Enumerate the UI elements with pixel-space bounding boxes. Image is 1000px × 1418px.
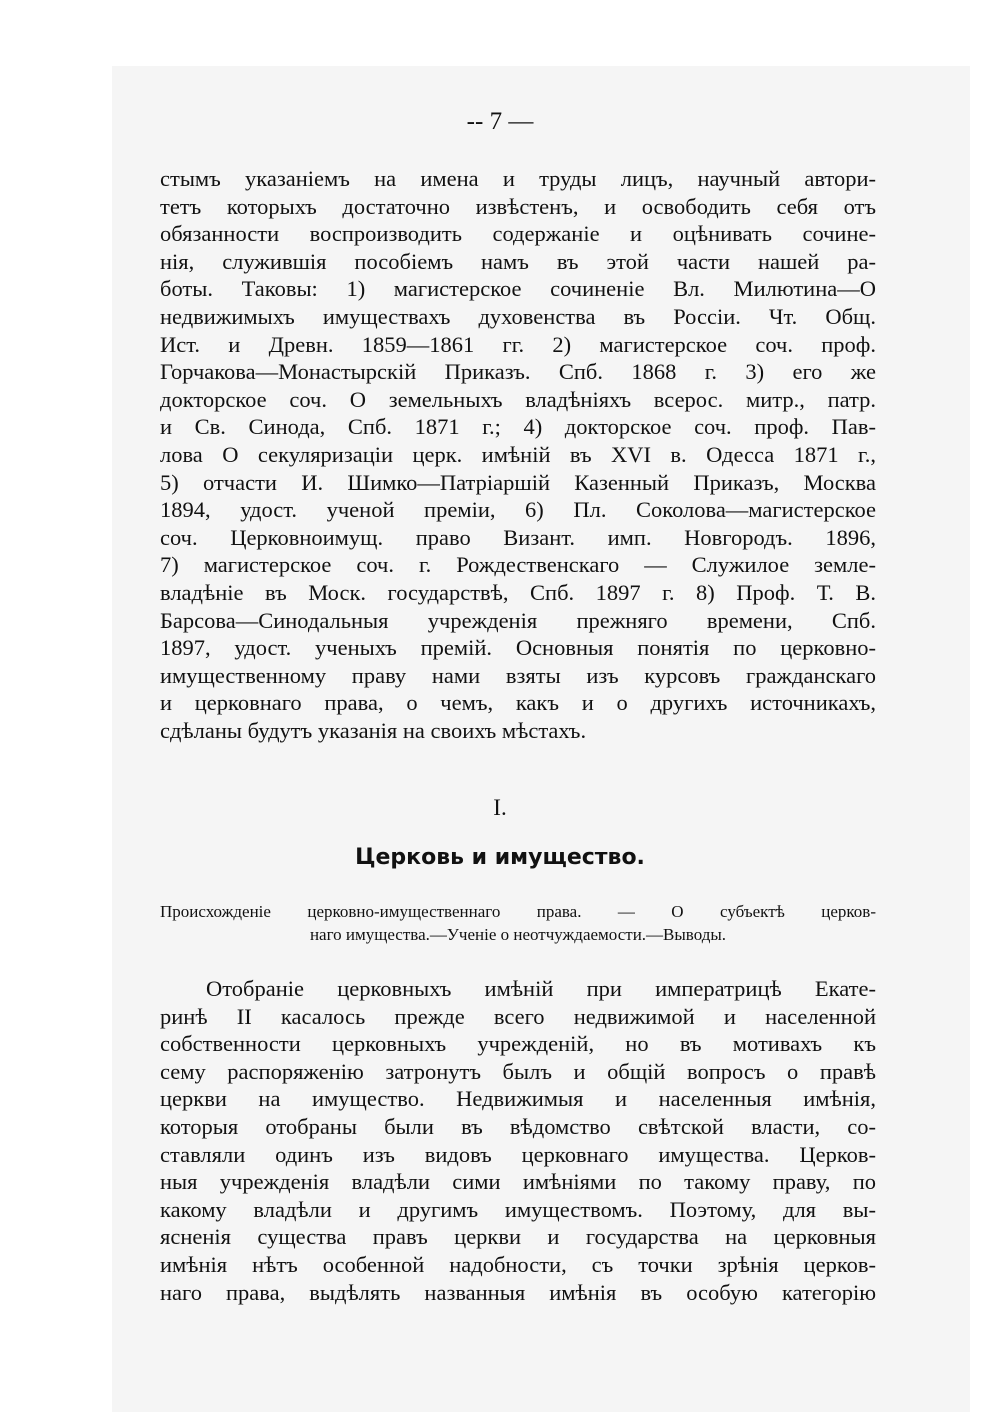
text-line: тетъ которыхъ достаточно извѣстенъ, и освободить себя отъ — [160, 193, 876, 219]
summary-line: Происхожденіе церковно-имущественнаго права. — О субъектѣ церков- — [160, 902, 876, 921]
text-line: ныя учрежденія владѣли сими имѣніями по такому праву, по — [160, 1169, 876, 1195]
text-line: нія, служившія пособіемъ намъ въ этой части нашей ра- — [160, 248, 876, 274]
text-line: ринѣ II касалось прежде всего недвижимой и населенной — [160, 1003, 876, 1029]
text-line: Отобраніе церковныхъ имѣній при императрицѣ Екате- — [206, 976, 876, 1001]
text-line: которыя отобраны были въ вѣдомство свѣтской власти, со- — [160, 1113, 876, 1139]
text-line: и церковнаго права, о чемъ, какъ и о другихъ источникахъ, — [160, 690, 876, 716]
text-line: недвижимыхъ имуществахъ духовенства въ Россіи. Чт. Общ. — [160, 303, 876, 329]
body-paragraph — [160, 975, 876, 1306]
summary-line: наго имущества.—Ученіе о неотчуждаемости.—Выводы. — [309, 925, 727, 944]
text-line: собственности церковныхъ учрежденій, но въ мотивахъ къ — [160, 1031, 876, 1057]
text-line: Ист. и Древн. 1859—1861 гг. 2) магистерское соч. проф. — [160, 331, 876, 357]
chapter-title: Церковь и имущество. — [355, 845, 645, 870]
text-line: докторское соч. О земельныхъ владѣніяхъ всерос. митр., патр. — [160, 386, 876, 412]
text-line: сему распоряженію затронутъ былъ и общій вопросъ о правѣ — [160, 1058, 876, 1084]
section-number: I. — [493, 795, 507, 820]
text-line: 7) магистерское соч. г. Рождественскаго — Служилое земле- — [160, 552, 876, 578]
text-line: боты. Таковы: 1) магистерское сочиненіе Вл. Милютина—О — [160, 276, 876, 302]
text-line: Барсова—Синодальныя учрежденія прежняго времени, Спб. — [160, 607, 876, 633]
text-line: обязанности воспроизводить содержаніе и оцѣнивать сочине- — [160, 221, 876, 247]
text-line: наго права, выдѣлять названныя имѣнія въ особую категорію — [160, 1279, 876, 1305]
chapter-summary — [160, 900, 876, 946]
text-line: соч. Церковноимущ. право Визант. имп. Новгородъ. 1896, — [160, 524, 876, 550]
text-line: церкви на имущество. Недвижимыя и населенныя имѣнія, — [160, 1086, 876, 1112]
text-line: стымъ указаніемъ на имена и труды лицъ, научный автори- — [160, 166, 876, 191]
text-line: и Св. Синода, Спб. 1871 г.; 4) докторское соч. проф. Пав- — [160, 414, 876, 440]
text-line: 5) отчасти И. Шимко—Патріаршій Казенный Приказъ, Москва — [160, 469, 876, 495]
text-line: какому владѣли и другимъ имуществомъ. Поэтому, для вы- — [160, 1196, 876, 1222]
text-line: Горчакова—Монастырскій Приказъ. Спб. 1868 г. 3) его же — [160, 359, 876, 385]
text-line: 1894, удост. ученой преміи, 6) Пл. Соколова—магистерское — [160, 497, 876, 523]
text-line: ставляли одинъ изъ видовъ церковнаго имущества. Церков- — [160, 1141, 876, 1167]
text-line: лова О секуляризаціи церк. имѣній въ XVI в. Одесса 1871 г., — [160, 441, 876, 467]
page-number: -- 7 — — [466, 108, 534, 135]
text-line: имѣнія нѣтъ особенной надобности, съ точки зрѣнія церков- — [160, 1251, 876, 1277]
text-line: владѣніе въ Моск. государствѣ, Спб. 1897 г. 8) Проф. Т. В. — [160, 579, 876, 605]
text-line: имущественному праву нами взяты изъ курсовъ гражданскаго — [160, 662, 876, 688]
text-line: сдѣланы будутъ указанія на своихъ мѣстахъ. — [160, 717, 587, 743]
intro-paragraph — [160, 165, 876, 744]
text-line: 1897, удост. ученыхъ премій. Основныя понятія по церковно- — [160, 635, 876, 661]
text-line: ясненія существа правъ церкви и государства на церковныя — [160, 1224, 876, 1250]
